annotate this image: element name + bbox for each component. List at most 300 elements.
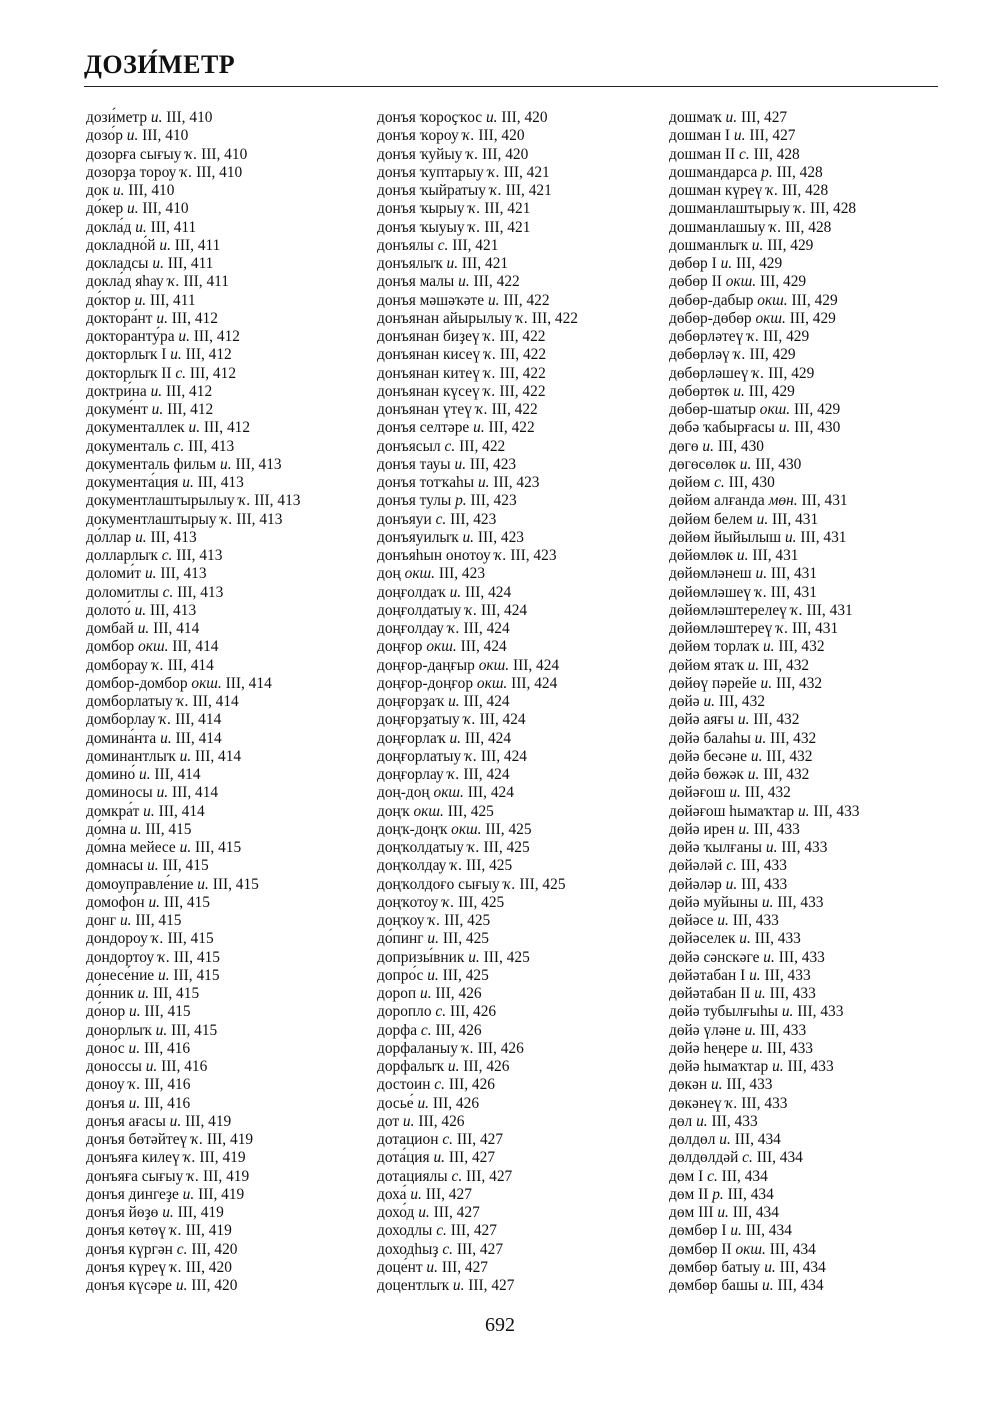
entry-headword: дөбөртөк [669,382,730,400]
index-entry [86,930,300,948]
entry-part-of-speech: и. [420,985,432,1002]
entry-headword: дөйә ирен [669,820,735,838]
entry-headword: донъя тауы [377,455,451,473]
entry-part-of-speech: и. [137,620,150,637]
entry-page-reference: III, 419 [206,1131,254,1148]
entry-headword: доломи́т [86,565,142,583]
entry-page-reference: III, 415 [152,985,200,1002]
entry-page-reference: III, 425 [466,857,513,875]
entry-part-of-speech: и. [739,930,751,948]
entry-headword: дөбә ҡабырғасы [669,419,775,437]
entry-page-reference: III, 430 [728,474,775,491]
entry-headword: доңғорлау [377,766,444,783]
entry-headword: доноу [86,1076,125,1094]
index-entry [669,967,860,985]
index-entry [669,602,860,620]
entry-part-of-speech: окш. [755,309,786,327]
entry-page-reference: III, 432 [763,766,810,783]
index-entry [669,1113,860,1131]
entry-headword: домина́нта [86,729,157,747]
index-entry [86,438,300,456]
index-entry [86,1131,300,1149]
entry-headword: дошмандарса [669,163,758,181]
entry-page-reference: III, 434 [769,1240,816,1258]
entry-part-of-speech: окш. [757,291,788,309]
entry-page-reference: III, 420 [482,145,529,163]
index-entry [377,310,578,328]
entry-part-of-speech: и. [119,912,132,929]
entry-headword: дөбөр-дөбөр [669,309,752,327]
entry-part-of-speech: окш. [138,638,169,656]
entry-headword: донъя мәшәҡәте [377,291,485,309]
entry-page-reference: III, 431 [806,601,853,619]
index-entry [377,784,578,802]
entry-page-reference: III, 419 [185,1222,232,1240]
entry-part-of-speech: и. [402,1112,415,1130]
entry-page-reference: III, 425 [483,839,530,856]
entry-part-of-speech: ҡ. [169,1222,182,1240]
index-entry [669,711,860,729]
entry-part-of-speech: ҡ. [466,145,479,163]
entry-headword: дошманлыҡ [669,236,748,254]
entry-part-of-speech: и. [112,182,125,199]
entry-headword: домбай [86,620,134,637]
index-entry [377,383,578,401]
entry-part-of-speech: ҡ. [468,218,481,236]
entry-page-reference: III, 420 [501,109,548,126]
index-entry [377,1149,578,1167]
index-entry [86,401,300,419]
index-entry [669,383,860,401]
entry-headword: дөйөм йыйылыш [669,528,782,546]
entry-page-reference: III, 424 [465,583,512,601]
entry-headword: доходлы [377,1222,433,1240]
entry-page-reference: III, 431 [770,583,817,601]
entry-headword: дөмбөр II [669,1240,732,1258]
entry-page-reference: III, 414 [192,693,239,710]
entry-part-of-speech: ҡ. [468,200,481,218]
index-entry [377,857,578,875]
entry-page-reference: III, 412 [171,309,218,327]
entry-part-of-speech: и. [737,711,750,729]
entry-page-reference: III, 419 [199,1149,246,1167]
index-entry [86,857,300,875]
entry-headword: донъя ҡырыу [377,200,465,218]
entry-headword: доңҡ [377,802,410,820]
entry-part-of-speech: окш. [451,820,482,838]
entry-part-of-speech: с. [726,857,737,875]
index-entry [86,1113,300,1131]
entry-headword: донъя селтәре [377,419,470,437]
entry-part-of-speech: и. [126,127,139,145]
index-entry [669,273,860,291]
entry-page-reference: III, 433 [732,912,779,929]
index-entry [86,967,300,985]
index-entry [669,1186,860,1204]
entry-headword: доце́нт [377,1258,423,1276]
entry-part-of-speech: р. [761,163,773,181]
index-entry [669,146,860,164]
entry-part-of-speech: окш. [404,565,435,583]
entry-headword: доңҡотоу [377,893,439,911]
entry-headword: донъялы [377,236,434,254]
index-entry [377,1022,578,1040]
entry-headword: донъя дингеҙе [86,1185,179,1203]
entry-page-reference: III, 423 [450,510,497,528]
entry-part-of-speech: ҡ. [185,145,198,163]
entry-page-reference: III, 427 [456,1131,504,1148]
entry-part-of-speech: ҡ. [220,510,233,528]
index-entry [86,182,300,200]
entry-headword: донъя күсәре [86,1277,173,1294]
index-entry [669,529,860,547]
entry-page-reference: III, 425 [442,966,489,984]
entry-page-reference: III, 433 [741,875,788,893]
entry-page-reference: III, 426 [449,1003,497,1021]
index-entry [86,839,300,857]
entry-page-reference: III, 432 [762,656,810,674]
entry-headword: дөйөм торлаҡ [669,638,760,656]
entry-page-reference: III, 433 [778,948,825,966]
index-entry [86,1095,300,1113]
entry-page-reference: III, 411 [174,236,221,254]
index-entry [86,1168,300,1186]
entry-headword: дошман I [669,127,731,145]
entry-headword: домборау [86,656,148,674]
index-entry [86,1058,300,1076]
entry-part-of-speech: и. [158,966,170,984]
entry-part-of-speech: и. [765,839,778,856]
entry-headword: дот [377,1112,400,1130]
entry-headword: домофо́н [86,893,145,911]
entry-page-reference: III, 420 [478,127,525,145]
entry-page-reference: III, 420 [191,1277,238,1294]
entry-page-reference: III, 415 [144,1003,191,1021]
entry-headword: дошманлаштырыу [669,200,791,218]
index-entry [669,930,860,948]
index-entry [669,1222,860,1240]
entry-page-reference: III, 422 [503,291,550,309]
index-entry [669,1003,860,1021]
entry-page-reference: III, 413 [254,492,301,510]
index-entry [669,1241,860,1259]
entry-headword: докладно́й [86,236,156,254]
entry-headword: донъя малы [377,273,455,291]
entry-page-reference: III, 433 [787,1058,834,1075]
entry-page-reference: III, 427 [441,1258,488,1276]
entry-page-reference: III, 425 [458,893,505,911]
index-entry [669,1058,860,1076]
entry-page-reference: III, 426 [448,1076,496,1094]
entry-page-reference: III, 414 [175,729,222,747]
index-entry [377,474,578,492]
index-entry [377,456,578,474]
entry-part-of-speech: и. [754,729,767,747]
entry-headword: доно́с [86,1039,125,1057]
entry-headword: дөйөмләштерелеү [669,601,787,619]
entry-page-reference: III, 416 [144,1076,191,1094]
entry-headword: донъя [86,1094,125,1112]
entry-part-of-speech: и. [152,255,164,272]
index-entry [669,748,860,766]
entry-headword: доңғорҙатыу [377,711,460,729]
entry-headword: дөбөрләү [669,346,730,364]
entry-headword: досье́ [377,1094,414,1112]
entry-part-of-speech: и. [137,985,150,1002]
entry-part-of-speech: с. [739,145,750,163]
index-entry [86,912,300,930]
entry-part-of-speech: ҡ. [428,912,441,929]
entry-headword: домнасы [86,857,144,875]
entry-headword: доңғолдау [377,620,444,637]
entry-headword: достоин [377,1076,431,1094]
entry-page-reference: III, 423 [493,474,540,491]
entry-page-reference: III, 422 [499,346,547,364]
entry-page-reference: III, 419 [185,1112,232,1130]
entry-part-of-speech: и. [738,820,750,838]
entry-part-of-speech: с. [742,1149,753,1167]
index-entry [377,711,578,729]
index-entry [86,565,300,583]
entry-part-of-speech: с. [420,1021,432,1039]
entry-headword: дошмаҡ [669,109,722,126]
entry-part-of-speech: и. [762,638,775,656]
entry-page-reference: III, 419 [203,1167,250,1185]
entry-part-of-speech: и. [179,839,192,856]
entry-part-of-speech: и. [182,474,194,491]
entry-headword: донъяға сығыу [86,1167,184,1185]
entry-headword: дози́метр [86,109,148,126]
entry-part-of-speech: и. [449,583,462,601]
entry-page-reference: III, 410 [142,200,189,218]
entry-part-of-speech: ҡ. [733,346,746,364]
index-entry [377,620,578,638]
entry-page-reference: III, 433 [741,1094,788,1112]
entry-part-of-speech: и. [797,802,810,820]
entry-page-reference: III, 431 [800,528,847,546]
entry-headword: дөйә ҡылғаны [669,839,763,856]
entry-headword: дөйәғош [669,784,726,802]
entry-headword: дөйә һымаҡтар [669,1058,769,1075]
entry-page-reference: III, 428 [809,200,857,218]
entry-headword: доңҡоу [377,912,425,929]
entry-page-reference: III, 413 [160,565,207,583]
entry-page-reference: III, 427 [450,1222,497,1240]
entry-page-reference: III, 414 [154,766,201,783]
entry-part-of-speech: окш. [735,1240,766,1258]
entry-part-of-speech: с. [442,1240,453,1258]
entry-page-reference: III, 426 [463,1058,510,1075]
entry-headword: дөйәтабан II [669,985,751,1002]
entry-headword: донъя ҡыйратыу [377,182,486,199]
entry-headword: домоуправле́ние [86,875,194,893]
index-entry [377,1095,578,1113]
entry-part-of-speech: и. [763,948,775,966]
index-entry [86,456,300,474]
entry-page-reference: III, 431 [772,510,819,528]
entry-headword: до́ллар [86,528,132,546]
entry-part-of-speech: ҡ. [483,364,496,382]
entry-part-of-speech: ҡ. [151,930,164,948]
entry-part-of-speech: ҡ. [766,182,779,199]
entry-page-reference: III, 427 [468,1277,515,1294]
entry-headword: документаль фильм [86,455,217,473]
entry-part-of-speech: и. [175,1277,188,1294]
entry-page-reference: III, 434 [777,1277,824,1294]
entry-part-of-speech: ҡ. [465,601,478,619]
entry-headword: донъясыл [377,437,441,455]
entry-headword: дөл [669,1112,693,1130]
entry-page-reference: III, 415 [167,930,214,948]
entry-headword: дөйәсе [669,912,714,929]
index-entry [86,1204,300,1222]
entry-part-of-speech: и. [764,1258,776,1276]
index-entry [86,638,300,656]
entry-page-reference: III, 430 [755,455,802,473]
index-entry [86,1241,300,1259]
entry-part-of-speech: с. [437,236,449,254]
index-entry [669,894,860,912]
entry-part-of-speech: ҡ. [503,875,516,893]
entry-page-reference: III, 411 [183,273,229,291]
entry-page-reference: III, 416 [161,1058,208,1075]
entry-part-of-speech: ҡ. [169,1258,182,1276]
entry-part-of-speech: и. [417,1094,429,1112]
entry-page-reference: III, 429 [794,401,841,418]
entry-part-of-speech: ҡ. [462,127,475,145]
index-entry [669,857,860,875]
entry-part-of-speech: и. [446,255,459,272]
index-entry [86,876,300,894]
entry-headword: дөкәнеү [669,1094,722,1112]
index-entry [377,1222,578,1240]
entry-headword: дөмбөр башы [669,1277,759,1294]
index-entry [86,1022,300,1040]
entry-headword: допризы́вник [377,948,465,966]
entry-part-of-speech: с. [707,1167,718,1185]
entry-page-reference: III, 429 [759,273,807,291]
index-entry [669,675,860,693]
entry-part-of-speech: ҡ. [159,711,172,729]
entry-headword: дохо́д [377,1204,415,1221]
entry-page-reference: III, 429 [749,346,796,364]
entry-headword: доңҡолдатыу [377,839,464,856]
index-entry [86,1277,300,1295]
entry-headword: дөйә муйыны [669,893,759,911]
entry-part-of-speech: и. [129,820,142,838]
entry-part-of-speech: и. [143,802,155,820]
entry-headword: донъянан китеү [377,364,480,382]
entry-headword: доңҡолдоғо сығыу [377,875,500,893]
entry-part-of-speech: и. [760,674,773,692]
index-entry [377,730,578,748]
index-entry [669,456,860,474]
entry-part-of-speech: и. [188,419,201,437]
index-entry [669,292,860,310]
entry-headword: док [86,182,110,199]
entry-part-of-speech: и. [751,236,764,254]
entry-part-of-speech: и. [150,109,163,126]
entry-headword: дөйә тубылғыһы [669,1003,778,1021]
entry-part-of-speech: ҡ. [465,747,477,765]
entry-page-reference: III, 425 [519,875,566,893]
entry-page-reference: III, 410 [128,182,175,199]
entry-part-of-speech: окш. [476,674,508,692]
entry-part-of-speech: и. [427,930,439,948]
entry-headword: доңғолдаҡ [377,583,446,601]
entry-part-of-speech: с. [175,364,186,382]
entry-part-of-speech: и. [151,401,164,418]
entry-part-of-speech: ҡ. [483,382,496,400]
entry-headword: дөйәтабан I [669,966,746,984]
entry-page-reference: III, 421 [505,182,552,199]
entry-page-reference: III, 412 [193,328,240,345]
index-entry [86,584,300,602]
entry-page-reference: III, 412 [167,401,214,418]
entry-part-of-speech: и. [427,966,439,984]
index-entry [669,803,860,821]
index-column-2 [377,109,578,1295]
entry-part-of-speech: ҡ. [754,583,767,601]
entry-part-of-speech: с. [451,1167,463,1185]
entry-page-reference: III, 432 [770,729,817,747]
entry-page-reference: III, 420 [185,1258,232,1276]
entry-headword: дөйөмлөк [669,547,734,564]
entry-part-of-speech: с. [442,1131,454,1148]
entry-part-of-speech: ҡ. [475,401,488,418]
entry-page-reference: III, 422 [499,364,546,382]
entry-part-of-speech: ҡ. [483,328,496,345]
entry-part-of-speech: и. [756,510,769,528]
entry-part-of-speech: ҡ. [128,1076,141,1094]
index-entry [86,1222,300,1240]
entry-part-of-speech: и. [170,346,182,364]
index-entry [669,1204,860,1222]
index-entry [669,1277,860,1295]
index-entry [669,839,860,857]
entry-page-reference: III, 433 [777,893,824,911]
index-entry [86,1040,300,1058]
index-entry [377,1186,578,1204]
entry-part-of-speech: и. [448,693,460,710]
entry-page-reference: III, 414 [172,638,219,656]
entry-headword: донъя күреү [86,1258,167,1276]
index-entry [86,219,300,237]
entry-part-of-speech: и. [761,893,774,911]
entry-part-of-speech: и. [747,766,760,783]
entry-page-reference: III, 413 [188,437,235,455]
entry-headword: долото́ [86,601,131,619]
entry-part-of-speech: и. [720,255,733,272]
entry-part-of-speech: с. [436,1222,447,1240]
entry-page-reference: III, 432 [775,674,823,692]
entry-page-reference: III, 415 [163,893,211,911]
entry-part-of-speech: и. [128,1039,141,1057]
entry-page-reference: III, 413 [197,474,244,491]
entry-headword: донъя ағасы [86,1112,166,1130]
index-entry [669,620,860,638]
entry-headword: документаль [86,437,170,455]
index-entry [377,967,578,985]
index-entry [377,657,578,675]
entry-page-reference: III, 424 [463,620,510,637]
index-entry [377,675,578,693]
entry-part-of-speech: и. [145,1058,158,1075]
entry-page-reference: III, 415 [173,948,220,966]
entry-headword: дөйөм [669,474,711,491]
index-entry [86,310,300,328]
index-entry [86,693,300,711]
